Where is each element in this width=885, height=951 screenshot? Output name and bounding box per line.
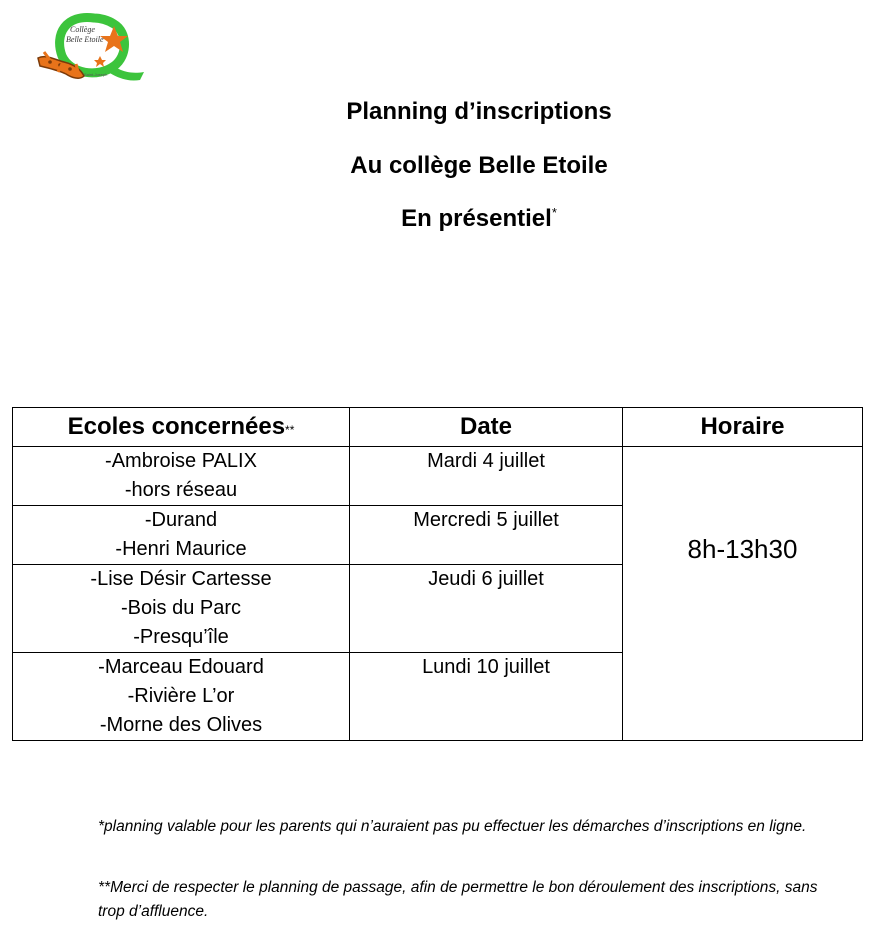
subtitle-school [0,152,885,180]
date-cell: Mercredi 5 juillet [350,506,623,565]
hours-cell [623,447,863,741]
college-logo [36,12,148,88]
school-name: -Ambroise PALIX [105,450,257,472]
title-line-2: Au collège Belle Etoile [350,152,608,179]
logo-text-2: Belle Etoile [66,35,104,44]
title-footnote-mark: * [551,205,557,220]
table-header-row [13,408,863,447]
schools-cell [13,447,350,506]
footnote-online: *planning valable pour les parents qui n’auraient pas pu effectuer les démarches d’inscriptions en ligne. [98,818,807,835]
school-name: -Henri Maurice [115,538,247,560]
hours-value: 8h-13h30 [687,534,798,564]
school-name: -Rivière L’or [127,685,235,707]
schools-cell [13,565,350,653]
subtitle-mode [0,205,885,233]
header-schools: Ecoles concernées** [13,408,350,447]
date-cell: Jeudi 6 juillet [350,565,623,653]
table-row [13,447,863,506]
header-hours: Horaire [623,408,863,447]
date-cell: Lundi 10 juillet [350,653,623,741]
page-title [0,98,885,126]
schedule-table [12,407,863,741]
school-name: -Bois du Parc [120,597,242,619]
school-name: -Marceau Edouard [98,656,264,678]
school-name: -Lise Désir Cartesse [90,568,272,590]
header-footnote-mark: ** [285,423,295,437]
school-name: -Presqu’île [133,626,229,648]
schools-cell [13,653,350,741]
header-date: Date [350,408,623,447]
title-line-1: Planning d’inscriptions [346,98,612,125]
school-name: -Morne des Olives [99,714,263,736]
school-name: -hors réseau [124,479,238,501]
schools-cell [13,506,350,565]
date-cell: Mardi 4 juillet [350,447,623,506]
logo-text-3: Saint-Joseph [84,72,108,77]
logo-text-1: Collège [70,25,95,34]
school-name: -Durand [144,509,218,531]
title-line-3: En présentiel [401,205,552,232]
footnote-schedule: **Merci de respecter le planning de passage, afin de permettre le bon déroulement des inscriptions, sans trop d’affluence. [98,879,818,920]
